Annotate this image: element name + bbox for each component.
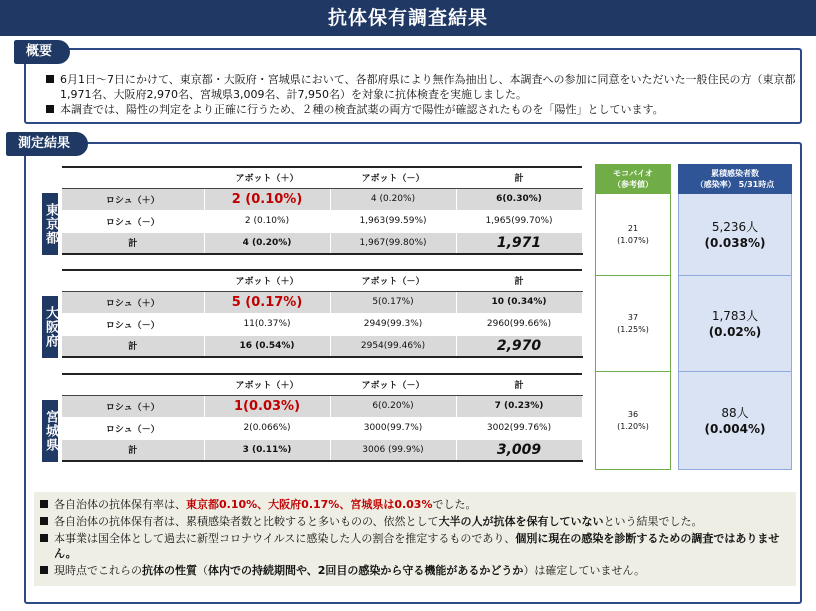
cumulative-cell-tokyo: 5,236人 (0.038%) (678, 194, 792, 276)
cumulative-cell-miyagi: 88人 (0.004%) (678, 372, 792, 470)
results-table-tokyo (62, 166, 583, 255)
mocobio-column (595, 164, 671, 470)
table-row: 計 4 (0.20%) 1,967(99.80%) 1,971 (62, 232, 582, 254)
square-bullet-icon (40, 566, 48, 574)
summary-bullet-2: 各自治体の抗体保有者は、累積感染者数と比較すると多いものの、依然として大半の人が抗体を保有していないという結果でした。 (40, 514, 790, 529)
cumulative-cell-osaka: 1,783人 (0.02%) (678, 276, 792, 372)
summary-bullet-3: 本事業は国全体として過去に新型コロナウイルスに感染した人の割合を推定するものであり、個別に現在の感染を診断するための調査ではありません。 (40, 531, 790, 561)
prefecture-label-osaka: 大阪府 (42, 296, 58, 358)
square-bullet-icon (46, 75, 54, 83)
results-table-miyagi (62, 373, 583, 462)
square-bullet-icon (40, 534, 48, 542)
table-row: ロシュ（－） 2 (0.10%) 1,963(99.59%) 1,965(99.70%) (62, 210, 582, 232)
mocobio-cell-tokyo: 21 (1.07%) (595, 194, 671, 276)
square-bullet-icon (40, 517, 48, 525)
cumulative-infections-column (678, 164, 792, 470)
square-bullet-icon (40, 500, 48, 508)
overview-bullet-1: 6月1日～7日にかけて、東京都・大阪府・宮城県において、各都府県により無作為抽出し、本調査への参加に同意をいただいた一般住民の方（東京都1,971名、大阪府2,970名、宮城県3,009名、計7,950名）を対象に抗体検査を実施しました。 (46, 72, 796, 102)
mocobio-cell-miyagi: 36 (1.20%) (595, 372, 671, 470)
table-header-row: アボット（＋） アボット（－） 計 (62, 374, 582, 395)
overview-text (46, 72, 796, 117)
table-header-row: アボット（＋） アボット（－） 計 (62, 167, 582, 188)
table-row: 計 16 (0.54%) 2954(99.46%) 2,970 (62, 335, 582, 357)
results-tab: 測定結果 (6, 132, 88, 156)
mocobio-cell-osaka: 37 (1.25%) (595, 276, 671, 372)
overview-tab: 概要 (14, 40, 70, 64)
page-title: 抗体保有調査結果 (0, 0, 816, 36)
prefecture-label-tokyo: 東京都 (42, 193, 58, 255)
mocobio-header: モコバイオ （参考値） (595, 164, 671, 194)
cumulative-header: 累積感染者数 （感染率） 5/31時点 (678, 164, 792, 194)
table-row: ロシュ（－） 2(0.066%) 3000(99.7%) 3002(99.76%) (62, 417, 582, 439)
square-bullet-icon (46, 105, 54, 113)
table-row: 計 3 (0.11%) 3006 (99.9%) 3,009 (62, 439, 582, 461)
table-row: ロシュ（＋） 1(0.03%) 6(0.20%) 7 (0.23%) (62, 395, 582, 417)
table-row: ロシュ（＋） 5 (0.17%) 5(0.17%) 10 (0.34%) (62, 291, 582, 313)
table-row: ロシュ（－） 11(0.37%) 2949(99.3%) 2960(99.66%) (62, 313, 582, 335)
summary-bullet-4: 現時点でこれらの抗体の性質（体内での持続期間や、2回目の感染から守る機能があるかどうか）は確定していません。 (40, 563, 790, 578)
table-header-row: アボット（＋） アボット（－） 計 (62, 270, 582, 291)
summary-box (34, 492, 796, 586)
overview-bullet-2: 本調査では、陽性の判定をより正確に行うため、２種の検査試薬の両方で陽性が確認されたものを「陽性」としています。 (46, 102, 796, 117)
summary-bullet-1: 各自治体の抗体保有率は、東京都0.10%、大阪府0.17%、宮城県は0.03%でした。 (40, 497, 790, 512)
prefecture-label-miyagi: 宮城県 (42, 400, 58, 462)
table-row: ロシュ（＋） 2 (0.10%) 4 (0.20%) 6(0.30%) (62, 188, 582, 210)
results-table-osaka (62, 269, 583, 358)
